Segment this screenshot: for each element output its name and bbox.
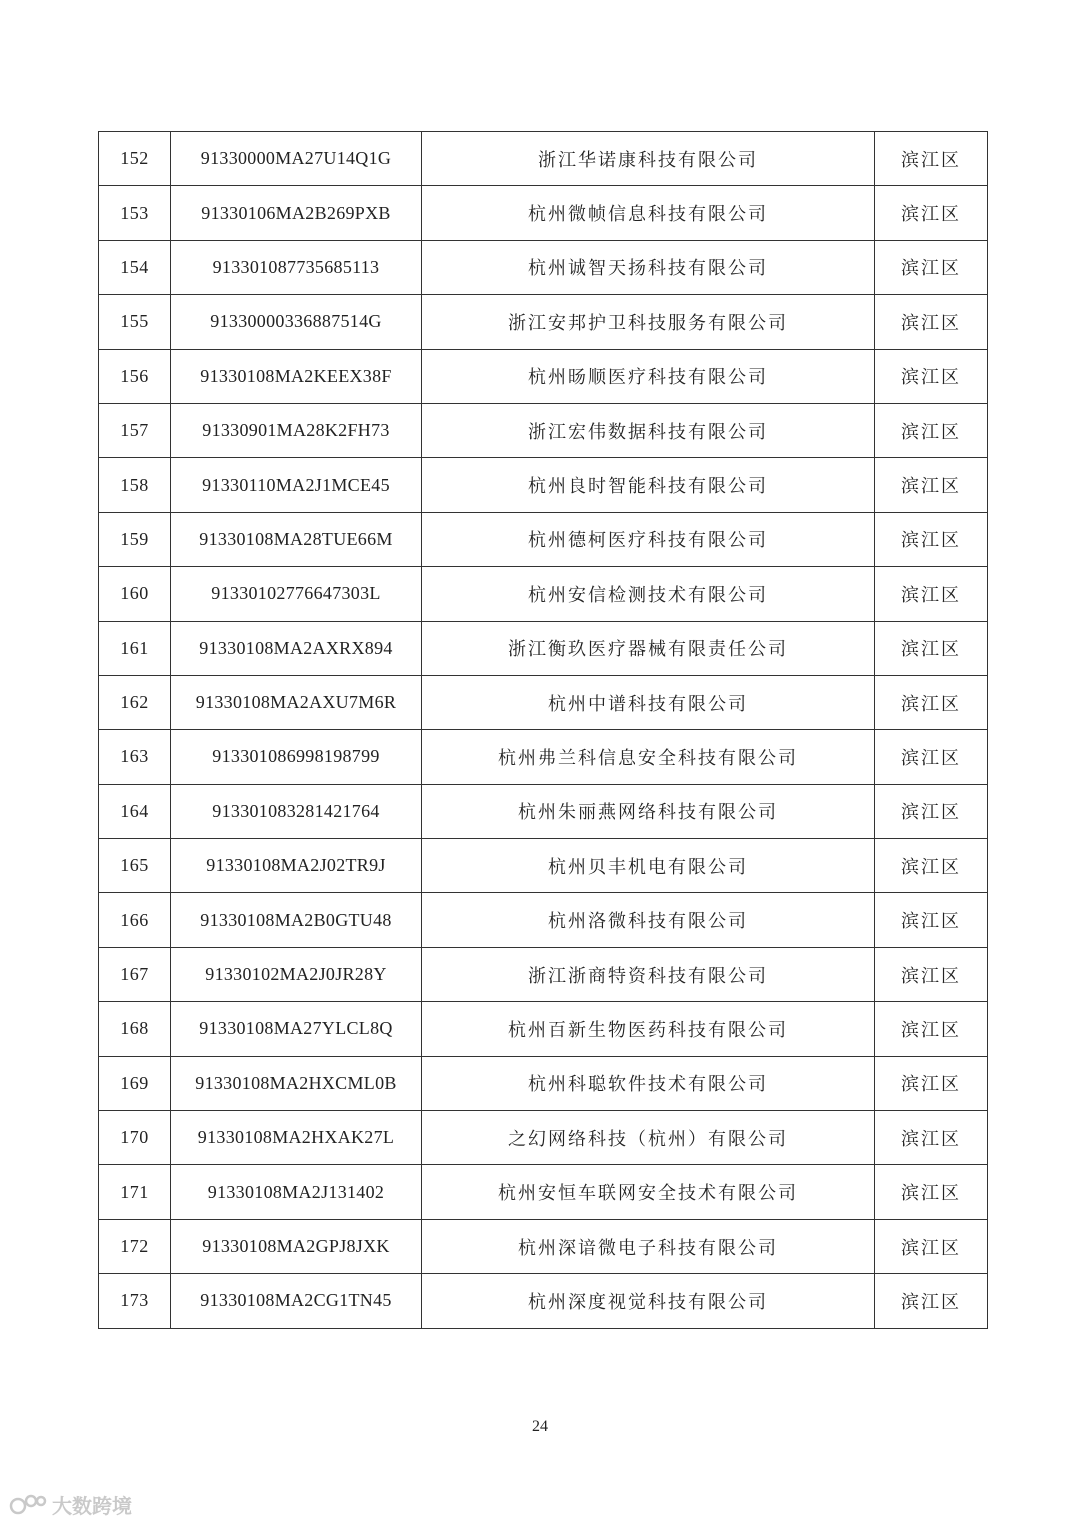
table-row [99,893,988,947]
company-name-cell: 杭州良时智能科技有限公司 [422,458,875,512]
district-cell: 滨江区 [875,621,988,675]
table-row [99,730,988,784]
district-cell: 滨江区 [875,675,988,729]
district-cell: 滨江区 [875,132,988,186]
district-cell: 滨江区 [875,947,988,1001]
table-row [99,295,988,349]
table-row [99,1219,988,1273]
table-row [99,1165,988,1219]
row-number-cell: 168 [99,1002,171,1056]
company-table [98,131,988,1329]
district-cell: 滨江区 [875,403,988,457]
credit-code-cell: 91330108MA2GPJ8JXK [171,1219,422,1273]
row-number-cell: 156 [99,349,171,403]
district-cell: 滨江区 [875,730,988,784]
table-row [99,512,988,566]
district-cell: 滨江区 [875,349,988,403]
credit-code-cell: 91330108MA2AXU7M6R [171,675,422,729]
district-cell: 滨江区 [875,295,988,349]
company-name-cell: 浙江华诺康科技有限公司 [422,132,875,186]
credit-code-cell: 91330108MA27YLCL8Q [171,1002,422,1056]
district-cell: 滨江区 [875,458,988,512]
district-cell: 滨江区 [875,1274,988,1328]
credit-code-cell: 91330108MA2J131402 [171,1165,422,1219]
row-number-cell: 154 [99,240,171,294]
credit-code-cell: 91330108MA2J02TR9J [171,839,422,893]
company-name-cell: 杭州德柯医疗科技有限公司 [422,512,875,566]
credit-code-cell: 91330102MA2J0JR28Y [171,947,422,1001]
credit-code-cell: 91330108MA2HXAK27L [171,1111,422,1165]
row-number-cell: 161 [99,621,171,675]
credit-code-cell: 91330108MA2HXCML0B [171,1056,422,1110]
company-name-cell: 杭州科聪软件技术有限公司 [422,1056,875,1110]
row-number-cell: 167 [99,947,171,1001]
district-cell: 滨江区 [875,1111,988,1165]
credit-code-cell: 91330108MA2KEEX38F [171,349,422,403]
company-name-cell: 杭州安恒车联网安全技术有限公司 [422,1165,875,1219]
company-name-cell: 杭州深度视觉科技有限公司 [422,1274,875,1328]
watermark-text: 大数跨境 [52,1494,132,1518]
district-cell: 滨江区 [875,839,988,893]
company-name-cell: 杭州旸顺医疗科技有限公司 [422,349,875,403]
credit-code-cell: 913301087735685113 [171,240,422,294]
company-name-cell: 杭州诚智天扬科技有限公司 [422,240,875,294]
row-number-cell: 169 [99,1056,171,1110]
table-row [99,675,988,729]
company-name-cell: 杭州弗兰科信息安全科技有限公司 [422,730,875,784]
row-number-cell: 171 [99,1165,171,1219]
row-number-cell: 163 [99,730,171,784]
credit-code-cell: 91330000336887514G [171,295,422,349]
credit-code-cell: 91330108MA2B0GTU48 [171,893,422,947]
credit-code-cell: 913301086998198799 [171,730,422,784]
page-number: 24 [532,1418,548,1435]
brand-logo-icon [8,1493,48,1517]
row-number-cell: 159 [99,512,171,566]
table-row [99,567,988,621]
table-row [99,1274,988,1328]
company-name-cell: 杭州深谙微电子科技有限公司 [422,1219,875,1273]
table-row [99,132,988,186]
company-name-cell: 浙江安邦护卫科技服务有限公司 [422,295,875,349]
table-row [99,186,988,240]
row-number-cell: 170 [99,1111,171,1165]
row-number-cell: 166 [99,893,171,947]
row-number-cell: 152 [99,132,171,186]
row-number-cell: 172 [99,1219,171,1273]
table-row [99,784,988,838]
table-row [99,1111,988,1165]
row-number-cell: 157 [99,403,171,457]
company-name-cell: 杭州朱丽燕网络科技有限公司 [422,784,875,838]
table-row [99,947,988,1001]
row-number-cell: 164 [99,784,171,838]
credit-code-cell: 91330108MA28TUE66M [171,512,422,566]
row-number-cell: 173 [99,1274,171,1328]
table-row [99,839,988,893]
company-name-cell: 杭州百新生物医药科技有限公司 [422,1002,875,1056]
credit-code-cell: 91330108MA2AXRX894 [171,621,422,675]
company-name-cell: 杭州微帧信息科技有限公司 [422,186,875,240]
table-row [99,349,988,403]
table-row [99,240,988,294]
credit-code-cell: 91330000MA27U14Q1G [171,132,422,186]
credit-code-cell: 91330108MA2CG1TN45 [171,1274,422,1328]
company-name-cell: 杭州中谱科技有限公司 [422,675,875,729]
company-name-cell: 杭州洛微科技有限公司 [422,893,875,947]
district-cell: 滨江区 [875,567,988,621]
credit-code-cell: 91330110MA2J1MCE45 [171,458,422,512]
company-name-cell: 杭州贝丰机电有限公司 [422,839,875,893]
table-row [99,621,988,675]
district-cell: 滨江区 [875,1002,988,1056]
district-cell: 滨江区 [875,893,988,947]
district-cell: 滨江区 [875,784,988,838]
company-table-body [99,132,988,1329]
district-cell: 滨江区 [875,1165,988,1219]
company-name-cell: 杭州安信检测技术有限公司 [422,567,875,621]
company-name-cell: 浙江衡玖医疗器械有限责任公司 [422,621,875,675]
district-cell: 滨江区 [875,186,988,240]
row-number-cell: 155 [99,295,171,349]
watermark [8,1490,132,1519]
row-number-cell: 160 [99,567,171,621]
district-cell: 滨江区 [875,1219,988,1273]
credit-code-cell: 91330102776647303L [171,567,422,621]
table-row [99,1056,988,1110]
table-row [99,458,988,512]
credit-code-cell: 91330106MA2B269PXB [171,186,422,240]
district-cell: 滨江区 [875,512,988,566]
row-number-cell: 158 [99,458,171,512]
company-name-cell: 浙江浙商特资科技有限公司 [422,947,875,1001]
company-name-cell: 之幻网络科技（杭州）有限公司 [422,1111,875,1165]
row-number-cell: 153 [99,186,171,240]
company-name-cell: 浙江宏伟数据科技有限公司 [422,403,875,457]
row-number-cell: 165 [99,839,171,893]
district-cell: 滨江区 [875,1056,988,1110]
table-row [99,403,988,457]
district-cell: 滨江区 [875,240,988,294]
credit-code-cell: 91330901MA28K2FH73 [171,403,422,457]
row-number-cell: 162 [99,675,171,729]
credit-code-cell: 913301083281421764 [171,784,422,838]
table-row [99,1002,988,1056]
